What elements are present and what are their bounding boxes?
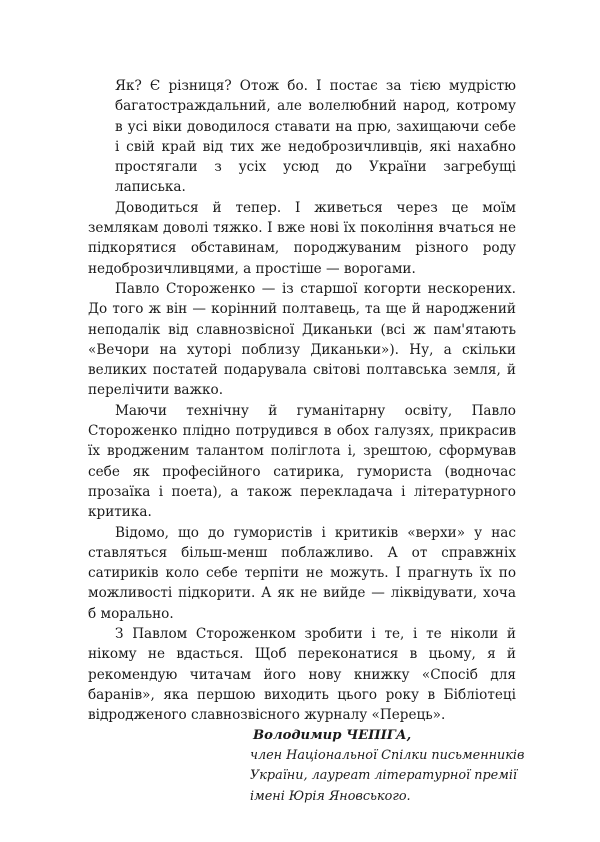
author-credential-line-2: України, лауреат літературної премії <box>250 768 518 784</box>
document-page <box>88 76 525 807</box>
author-name: Володимир ЧЕПІГА, <box>253 727 412 743</box>
paragraph-6: З Павлом Стороженком зробити і те, і те ніколи й нікому не вдасться. Щоб переконатися в цьому, я й рекомендую читачам його нову книжку «Спосіб для баранів», яка першою виходить цього року в Бібліотеці відродженого славнозвісного журналу «Перець». <box>88 626 516 724</box>
paragraph-4: Маючи технічну й гуманітарну освіту, Павло Стороженко плідно потрудився в обох галузях, прикрасив їх вродженим талантом поліглота і, зрештою, сформував себе як професійного сатирика, гумориста (водночас прозаїка і поета), а також перекладача і літературного критика. <box>88 402 516 521</box>
author-credential-line-3: імені Юрія Яновського. <box>250 788 411 804</box>
paragraph-2: Доводиться й тепер. І живеться через це моїм землякам доволі тяжко. І вже нові їх покоління вчаться не підкорятися обставинам, породжуваним різного роду недоброзичливцями, а простіше — ворогами. <box>88 199 516 277</box>
author-credential-line-1: член Національної Спілки письменників <box>250 747 525 763</box>
paragraph-3: Павло Стороженко — із старшої когорти нескорених. До того ж він — корінний полтавець, та ще й народжений неподалік від славнозвісної Диканьки (всі ж пам'ятають «Вечори на хуторі поблизу Диканьки»). Ну, а скільки великих постатей подарувала світові полтавська земля, й перелічити важко. <box>88 280 516 399</box>
paragraph-1: Як? Є різниця? Отож бо. І постає за тією мудрістю багатостраждальний, але волелюбний народ, котрому в усі віки доводилося ставати на прю, захищаючи себе і свій край від тих же недоброзичливців, які нахабно простягали з усіх усюд до України загребущі лаписька. <box>115 78 516 196</box>
paragraph-5: Відомо, що до гумористів і критиків «верхи» у нас ставляться більш-менш поблажливо. А от справжніх сатириків коло себе терпіти не можуть. І прагнуть їх по можливості підкорити. А як не вийде — ліквідувати, хоча б морально. <box>88 524 516 622</box>
author-signature <box>250 726 525 808</box>
